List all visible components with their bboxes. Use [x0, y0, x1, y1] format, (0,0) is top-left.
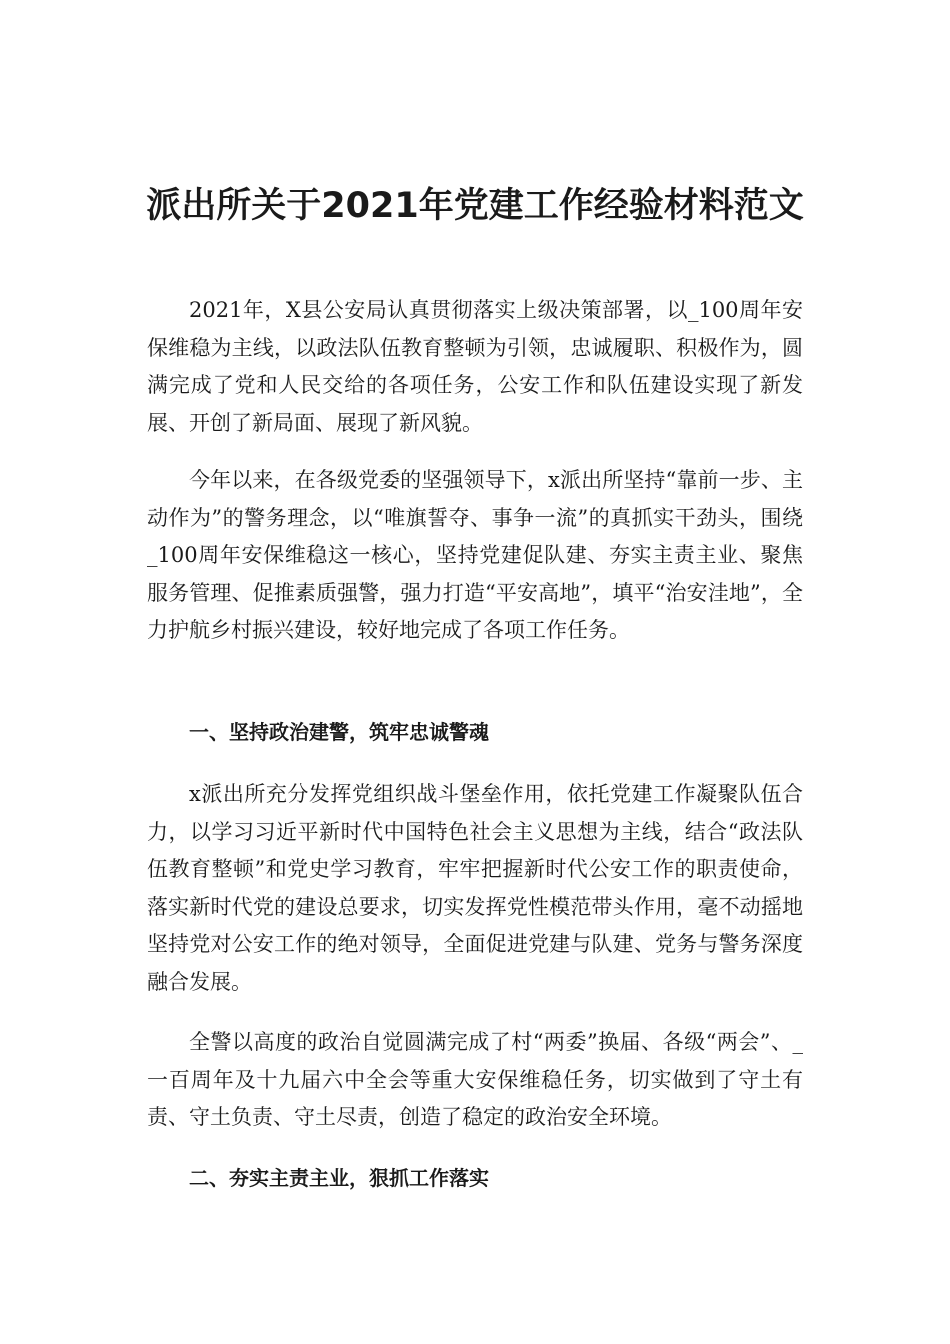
document-title: 派出所关于2021年党建工作经验材料范文 [146, 186, 804, 226]
paragraph-overview: 今年以来，在各级党委的坚强领导下，x派出所坚持“靠前一步、主动作为”的警务理念，以“唯旗誓夺、事争一流”的真抓实干劲头，围绕_100周年安保维稳这一核心，坚持党建促队建、夯实主责主业、聚焦服务管理、促推素质强警，强力打造“平安高地”，填平“治安洼地”，全力护航乡村振兴建设，较好地完成了各项工作任务。 [147, 468, 803, 642]
paragraph-intro: 2021年，X县公安局认真贯彻落实上级决策部署，以_100周年安保维稳为主线，以政法队伍教育整顿为引领，忠诚履职、积极作为，圆满完成了党和人民交给的各项任务，公安工作和队伍建设实现了新发展、开创了新局面、展现了新风貌。 [147, 298, 803, 435]
paragraph-section-1-b: 全警以高度的政治自觉圆满完成了村“两委”换届、各级“两会”、_一百周年及十九届六中全会等重大安保维稳任务，切实做到了守土有责、守土负责、守土尽责，创造了稳定的政治安全环境。 [147, 1030, 803, 1129]
section-heading-1: 一、坚持政治建警，筑牢忠诚警魂 [189, 720, 489, 744]
section-heading-2: 二、夯实主责主业，狠抓工作落实 [189, 1166, 489, 1190]
paragraph-section-1-a: x派出所充分发挥党组织战斗堡垒作用，依托党建工作凝聚队伍合力，以学习习近平新时代中国特色社会主义思想为主线，结合“政法队伍教育整顿”和党史学习教育，牢牢把握新时代公安工作的职责使命，落实新时代党的建设总要求，切实发挥党性模范带头作用，毫不动摇地坚持党对公安工作的绝对领导，全面促进党建与队建、党务与警务深度融合发展。 [147, 782, 803, 994]
